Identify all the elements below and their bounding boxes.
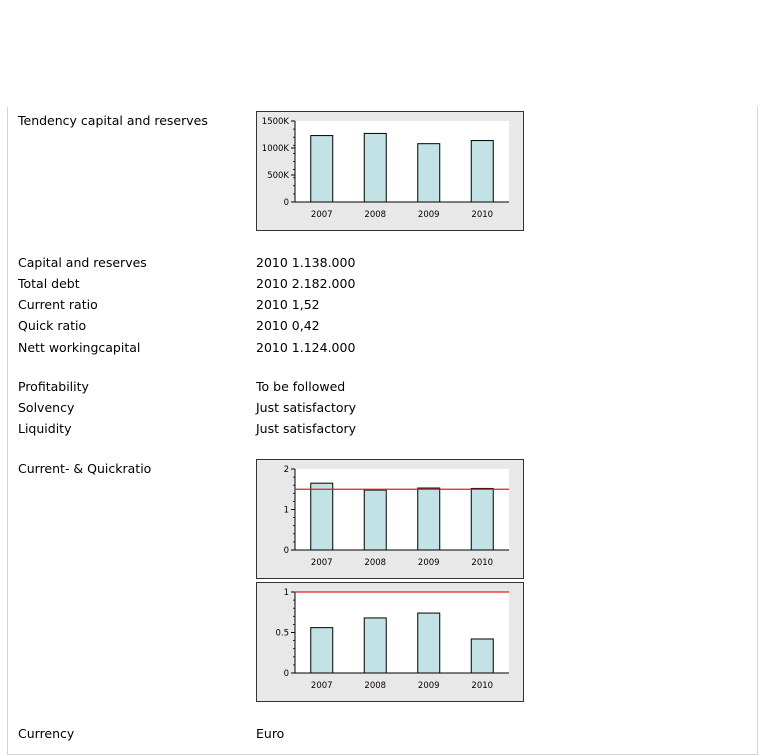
bar-2009 — [418, 144, 440, 202]
y-tick-label: 0 — [283, 198, 289, 208]
y-tick-label: 1 — [283, 505, 289, 516]
x-tick-label: 2007 — [310, 558, 333, 568]
tendency-label: Tendency capital and reserves — [18, 113, 208, 128]
current-ratio-chart — [256, 459, 524, 579]
bar-2007 — [311, 628, 333, 673]
y-tick-label: 2 — [283, 465, 289, 475]
nwc-label: Nett workingcapital — [18, 340, 141, 355]
profitability-value: To be followed — [256, 379, 346, 394]
x-tick-label: 2010 — [471, 558, 494, 568]
x-tick-label: 2010 — [471, 681, 494, 691]
x-tick-label: 2009 — [417, 681, 440, 691]
y-tick-label: 1500K — [261, 117, 289, 127]
profitability-label: Profitability — [18, 379, 89, 394]
capital-value: 2010 1.138.000 — [256, 255, 356, 270]
x-tick-label: 2009 — [417, 558, 440, 568]
capital-chart-svg — [257, 112, 523, 230]
liquidity-label: Liquidity — [18, 421, 72, 436]
y-tick-label: 0.5 — [275, 628, 289, 639]
quick-ratio-label: Quick ratio — [18, 318, 87, 333]
capital-reserves-chart — [256, 111, 524, 231]
y-tick-label: 1000K — [261, 144, 289, 154]
x-tick-label: 2010 — [471, 210, 494, 220]
x-tick-label: 2007 — [310, 681, 333, 691]
bar-2008 — [364, 618, 386, 673]
bar-2007 — [311, 136, 333, 202]
bar-2007 — [311, 483, 333, 550]
quick-ratio-value: 2010 0,42 — [256, 318, 320, 333]
current-ratio-label: Current ratio — [18, 297, 98, 312]
liquidity-value: Just satisfactory — [256, 421, 357, 436]
ratio-label: Current- & Quickratio — [18, 461, 152, 476]
currency-value: Euro — [256, 726, 285, 741]
nwc-value: 2010 1.124.000 — [256, 340, 356, 355]
current-chart-svg — [257, 460, 523, 578]
y-tick-label: 1 — [283, 588, 289, 598]
quick-ratio-chart — [256, 582, 524, 702]
current-ratio-value: 2010 1,52 — [256, 297, 320, 312]
bar-2010 — [471, 141, 493, 202]
bar-2008 — [364, 490, 386, 550]
debt-label: Total debt — [18, 276, 80, 291]
x-tick-label: 2008 — [364, 558, 387, 568]
debt-value: 2010 2.182.000 — [256, 276, 356, 291]
solvency-label: Solvency — [18, 400, 75, 415]
x-tick-label: 2007 — [310, 210, 333, 220]
y-tick-label: 0 — [283, 546, 289, 556]
x-tick-label: 2009 — [417, 210, 440, 220]
bar-2010 — [471, 488, 493, 550]
y-tick-label: 500K — [267, 171, 289, 181]
x-tick-label: 2008 — [364, 681, 387, 691]
currency-label: Currency — [18, 726, 75, 741]
bar-2009 — [418, 613, 440, 673]
bar-2010 — [471, 639, 493, 673]
bar-2009 — [418, 488, 440, 550]
solvency-value: Just satisfactory — [256, 400, 357, 415]
capital-label: Capital and reserves — [18, 255, 147, 270]
y-tick-label: 0 — [283, 669, 289, 679]
x-tick-label: 2008 — [364, 210, 387, 220]
quick-chart-svg — [257, 583, 523, 701]
bar-2008 — [364, 133, 386, 202]
